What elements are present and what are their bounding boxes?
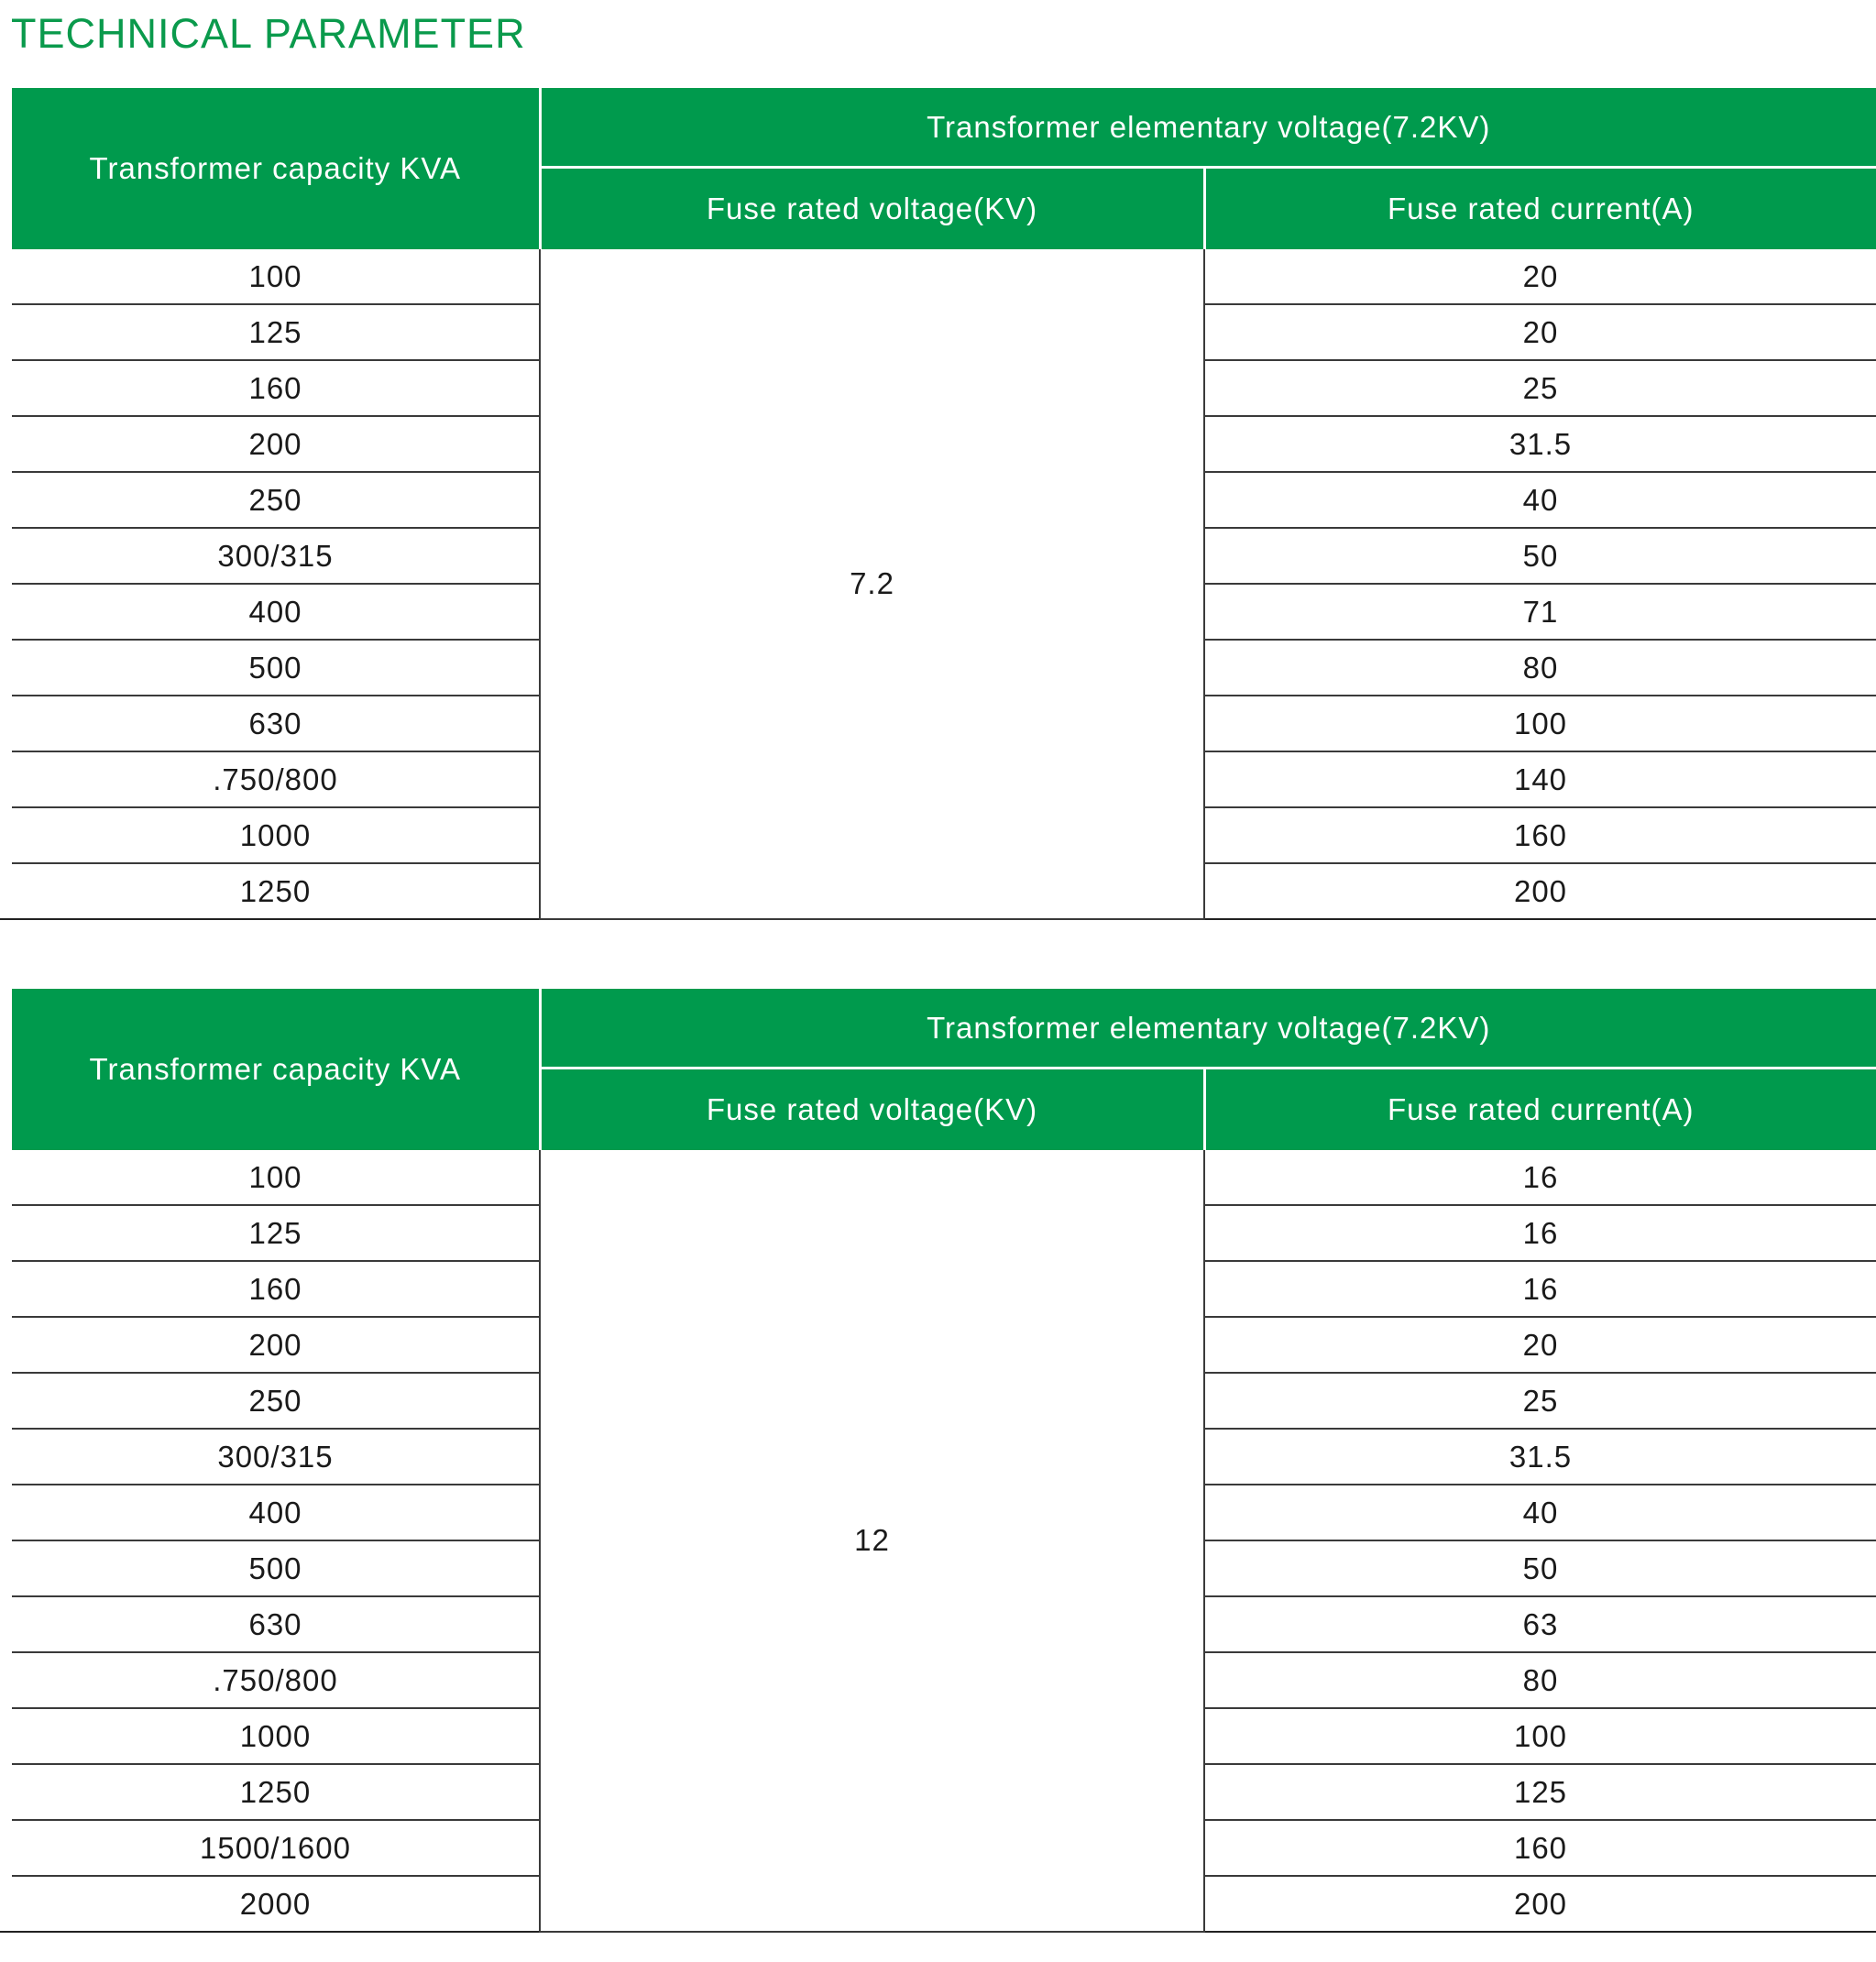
- capacity-cell: 630: [12, 696, 540, 751]
- capacity-cell: 1500/1600: [12, 1820, 540, 1876]
- capacity-cell: 100: [12, 249, 540, 304]
- capacity-header: Transformer capacity KVA: [12, 88, 540, 249]
- fuse-current-cell: 31.5: [1204, 1429, 1876, 1485]
- capacity-cell: 2000: [12, 1876, 540, 1932]
- table-header: [12, 989, 1876, 1150]
- fuse-current-cell: 200: [1204, 863, 1876, 919]
- fuse-current-cell: 25: [1204, 1373, 1876, 1429]
- capacity-cell: 250: [12, 472, 540, 528]
- capacity-cell: 1250: [12, 1764, 540, 1820]
- fuse-current-header: Fuse rated current(A): [1204, 168, 1876, 250]
- fuse-current-cell: 160: [1204, 1820, 1876, 1876]
- fuse-current-cell: 160: [1204, 807, 1876, 863]
- table-body: [12, 1150, 1876, 1932]
- capacity-cell: 630: [12, 1596, 540, 1652]
- fuse-current-cell: 63: [1204, 1596, 1876, 1652]
- table-row: [12, 249, 1876, 304]
- fuse-current-cell: 71: [1204, 584, 1876, 640]
- fuse-voltage-value: 12: [540, 1150, 1204, 1932]
- capacity-cell: 400: [12, 1485, 540, 1540]
- capacity-cell: 1000: [12, 807, 540, 863]
- capacity-cell: 200: [12, 416, 540, 472]
- capacity-cell: 125: [12, 1205, 540, 1261]
- fuse-current-cell: 20: [1204, 1317, 1876, 1373]
- fuse-current-cell: 40: [1204, 1485, 1876, 1540]
- capacity-cell: 500: [12, 1540, 540, 1596]
- fuse-current-cell: 80: [1204, 1652, 1876, 1708]
- capacity-header: Transformer capacity KVA: [12, 989, 540, 1150]
- fuse-current-cell: 140: [1204, 751, 1876, 807]
- capacity-cell: 160: [12, 360, 540, 416]
- table-bottom-rule: [0, 918, 12, 920]
- capacity-cell: 200: [12, 1317, 540, 1373]
- fuse-voltage-header: Fuse rated voltage(KV): [540, 1069, 1204, 1151]
- fuse-current-cell: 16: [1204, 1150, 1876, 1205]
- capacity-cell: 500: [12, 640, 540, 696]
- fuse-current-cell: 40: [1204, 472, 1876, 528]
- fuse-current-cell: 125: [1204, 1764, 1876, 1820]
- capacity-cell: 250: [12, 1373, 540, 1429]
- capacity-cell: 1250: [12, 863, 540, 919]
- fuse-voltage-header: Fuse rated voltage(KV): [540, 168, 1204, 250]
- capacity-cell: 125: [12, 304, 540, 360]
- table-row: [12, 1150, 1876, 1205]
- capacity-cell: 300/315: [12, 528, 540, 584]
- fuse-current-cell: 200: [1204, 1876, 1876, 1932]
- capacity-cell: 160: [12, 1261, 540, 1317]
- capacity-cell: 1000: [12, 1708, 540, 1764]
- table-bottom-rule: [0, 1931, 12, 1933]
- capacity-cell: 100: [12, 1150, 540, 1205]
- fuse-current-cell: 25: [1204, 360, 1876, 416]
- fuse-spec-table-7-2kv: [12, 88, 1876, 920]
- elementary-voltage-header: Transformer elementary voltage(7.2KV): [540, 88, 1876, 168]
- fuse-current-cell: 100: [1204, 696, 1876, 751]
- capacity-cell: 400: [12, 584, 540, 640]
- fuse-current-cell: 20: [1204, 304, 1876, 360]
- fuse-current-cell: 16: [1204, 1261, 1876, 1317]
- page-title: TECHNICAL PARAMETER: [11, 10, 526, 57]
- fuse-current-cell: 16: [1204, 1205, 1876, 1261]
- capacity-cell: .750/800: [12, 751, 540, 807]
- fuse-current-cell: 50: [1204, 528, 1876, 584]
- elementary-voltage-header: Transformer elementary voltage(7.2KV): [540, 989, 1876, 1069]
- fuse-voltage-value: 7.2: [540, 249, 1204, 919]
- capacity-cell: .750/800: [12, 1652, 540, 1708]
- fuse-current-cell: 50: [1204, 1540, 1876, 1596]
- table-body: [12, 249, 1876, 919]
- fuse-current-header: Fuse rated current(A): [1204, 1069, 1876, 1151]
- fuse-spec-table-12kv: [12, 989, 1876, 1933]
- table-header: [12, 88, 1876, 249]
- capacity-cell: 300/315: [12, 1429, 540, 1485]
- fuse-current-cell: 20: [1204, 249, 1876, 304]
- fuse-current-cell: 31.5: [1204, 416, 1876, 472]
- fuse-current-cell: 100: [1204, 1708, 1876, 1764]
- fuse-current-cell: 80: [1204, 640, 1876, 696]
